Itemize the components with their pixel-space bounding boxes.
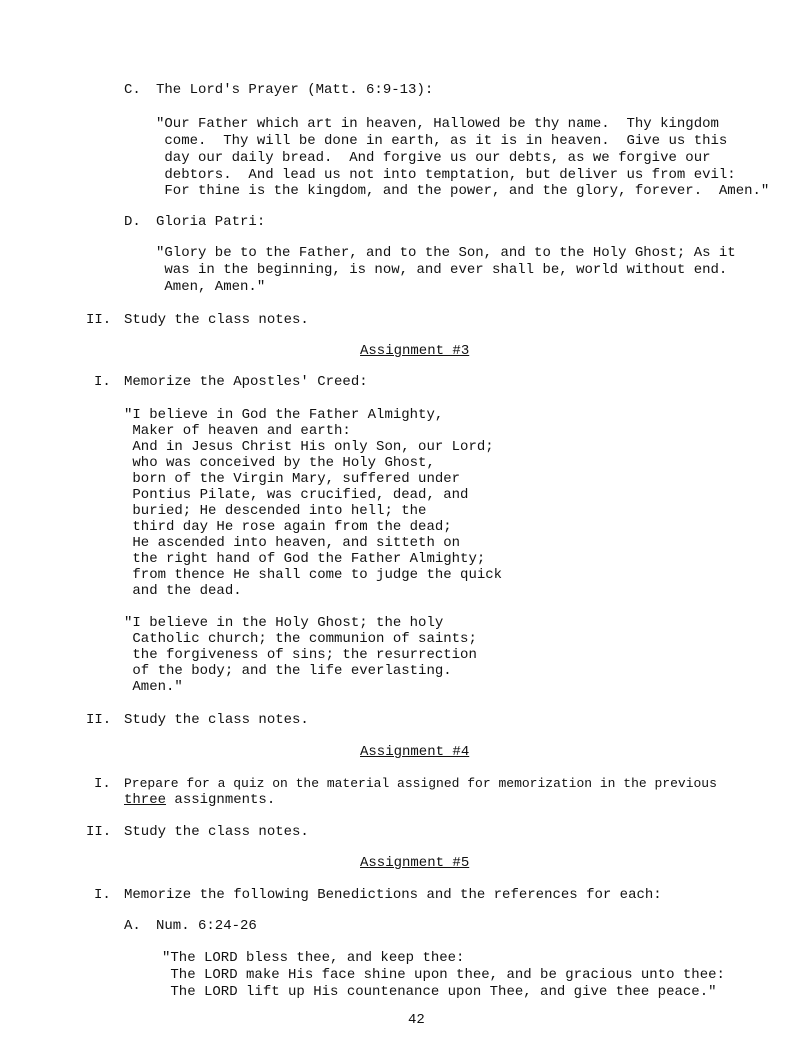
item-label-a: A.	[124, 918, 141, 934]
gloria-line: "Glory be to the Father, and to the Son, and to the Holy Ghost; As it	[156, 245, 736, 261]
item-label-ii: II.	[86, 712, 112, 728]
blessing-line: The LORD make His face shine upon thee, and be gracious unto thee:	[162, 967, 725, 983]
item-label-ii: II.	[86, 824, 112, 840]
creed-line: who was conceived by the Holy Ghost,	[124, 455, 435, 471]
creed-line: of the body; and the life everlasting.	[124, 663, 452, 679]
prayer-line: "Our Father which art in heaven, Hallowed be thy name. Thy kingdom	[156, 116, 719, 132]
num-reference: Num. 6:24-26	[156, 918, 257, 934]
study-notes-text: Study the class notes.	[124, 312, 309, 328]
three-underlined: three	[124, 792, 167, 808]
prayer-line: come. Thy will be done in earth, as it is in heaven. Give us this	[156, 133, 728, 149]
page-number: 42	[408, 1012, 425, 1028]
creed-line: Amen."	[124, 679, 183, 695]
prayer-line: debtors. And lead us not into temptation, but deliver us from evil:	[156, 167, 736, 183]
creed-line: the right hand of God the Father Almighty;	[124, 551, 486, 567]
gloria-line: was in the beginning, is now, and ever shall be, world without end.	[156, 262, 728, 278]
creed-line: He ascended into heaven, and sitteth on	[124, 535, 461, 551]
gloria-patri-title: Gloria Patri:	[156, 214, 266, 230]
blessing-line: The LORD lift up His countenance upon Thee, and give thee peace."	[162, 984, 717, 1000]
item-label-i: I.	[94, 776, 111, 792]
creed-line: "I believe in God the Father Almighty,	[124, 407, 444, 423]
item-label-ii: II.	[86, 312, 112, 328]
benedictions-text: Memorize the following Benedictions and the references for each:	[124, 887, 662, 903]
quiz-prep-line	[124, 792, 275, 808]
assignment-3-heading: Assignment #3	[360, 343, 470, 359]
creed-line: and the dead.	[124, 583, 242, 599]
assignments-text: assignments.	[166, 792, 276, 808]
item-label-i: I.	[94, 374, 111, 390]
creed-line: Maker of heaven and earth:	[124, 423, 351, 439]
creed-line: buried; He descended into hell; the	[124, 503, 427, 519]
assignment-5-heading: Assignment #5	[360, 855, 470, 871]
creed-line: third day He rose again from the dead;	[124, 519, 452, 535]
prayer-line: For thine is the kingdom, and the power, and the glory, forever. Amen."	[156, 183, 770, 199]
blessing-line: "The LORD bless thee, and keep thee:	[162, 950, 465, 966]
memorize-creed-text: Memorize the Apostles' Creed:	[124, 374, 368, 390]
creed-line: born of the Virgin Mary, suffered under	[124, 471, 461, 487]
prayer-line: day our daily bread. And forgive us our debts, as we forgive our	[156, 150, 711, 166]
creed-line: "I believe in the Holy Ghost; the holy	[124, 615, 444, 631]
lords-prayer-title: The Lord's Prayer (Matt. 6:9-13):	[156, 82, 434, 98]
study-notes-text: Study the class notes.	[124, 712, 309, 728]
gloria-line: Amen, Amen."	[156, 279, 266, 295]
creed-line: Pontius Pilate, was crucified, dead, and	[124, 487, 469, 503]
creed-line: the forgiveness of sins; the resurrection	[124, 647, 477, 663]
study-notes-text: Study the class notes.	[124, 824, 309, 840]
assignment-4-heading: Assignment #4	[360, 744, 470, 760]
quiz-prep-line: Prepare for a quiz on the material assigned for memorization in the previous	[124, 776, 717, 791]
item-label-c: C.	[124, 82, 141, 98]
creed-line: from thence He shall come to judge the quick	[124, 567, 503, 583]
creed-line: And in Jesus Christ His only Son, our Lord;	[124, 439, 494, 455]
creed-line: Catholic church; the communion of saints;	[124, 631, 477, 647]
item-label-i: I.	[94, 887, 111, 903]
item-label-d: D.	[124, 214, 141, 230]
